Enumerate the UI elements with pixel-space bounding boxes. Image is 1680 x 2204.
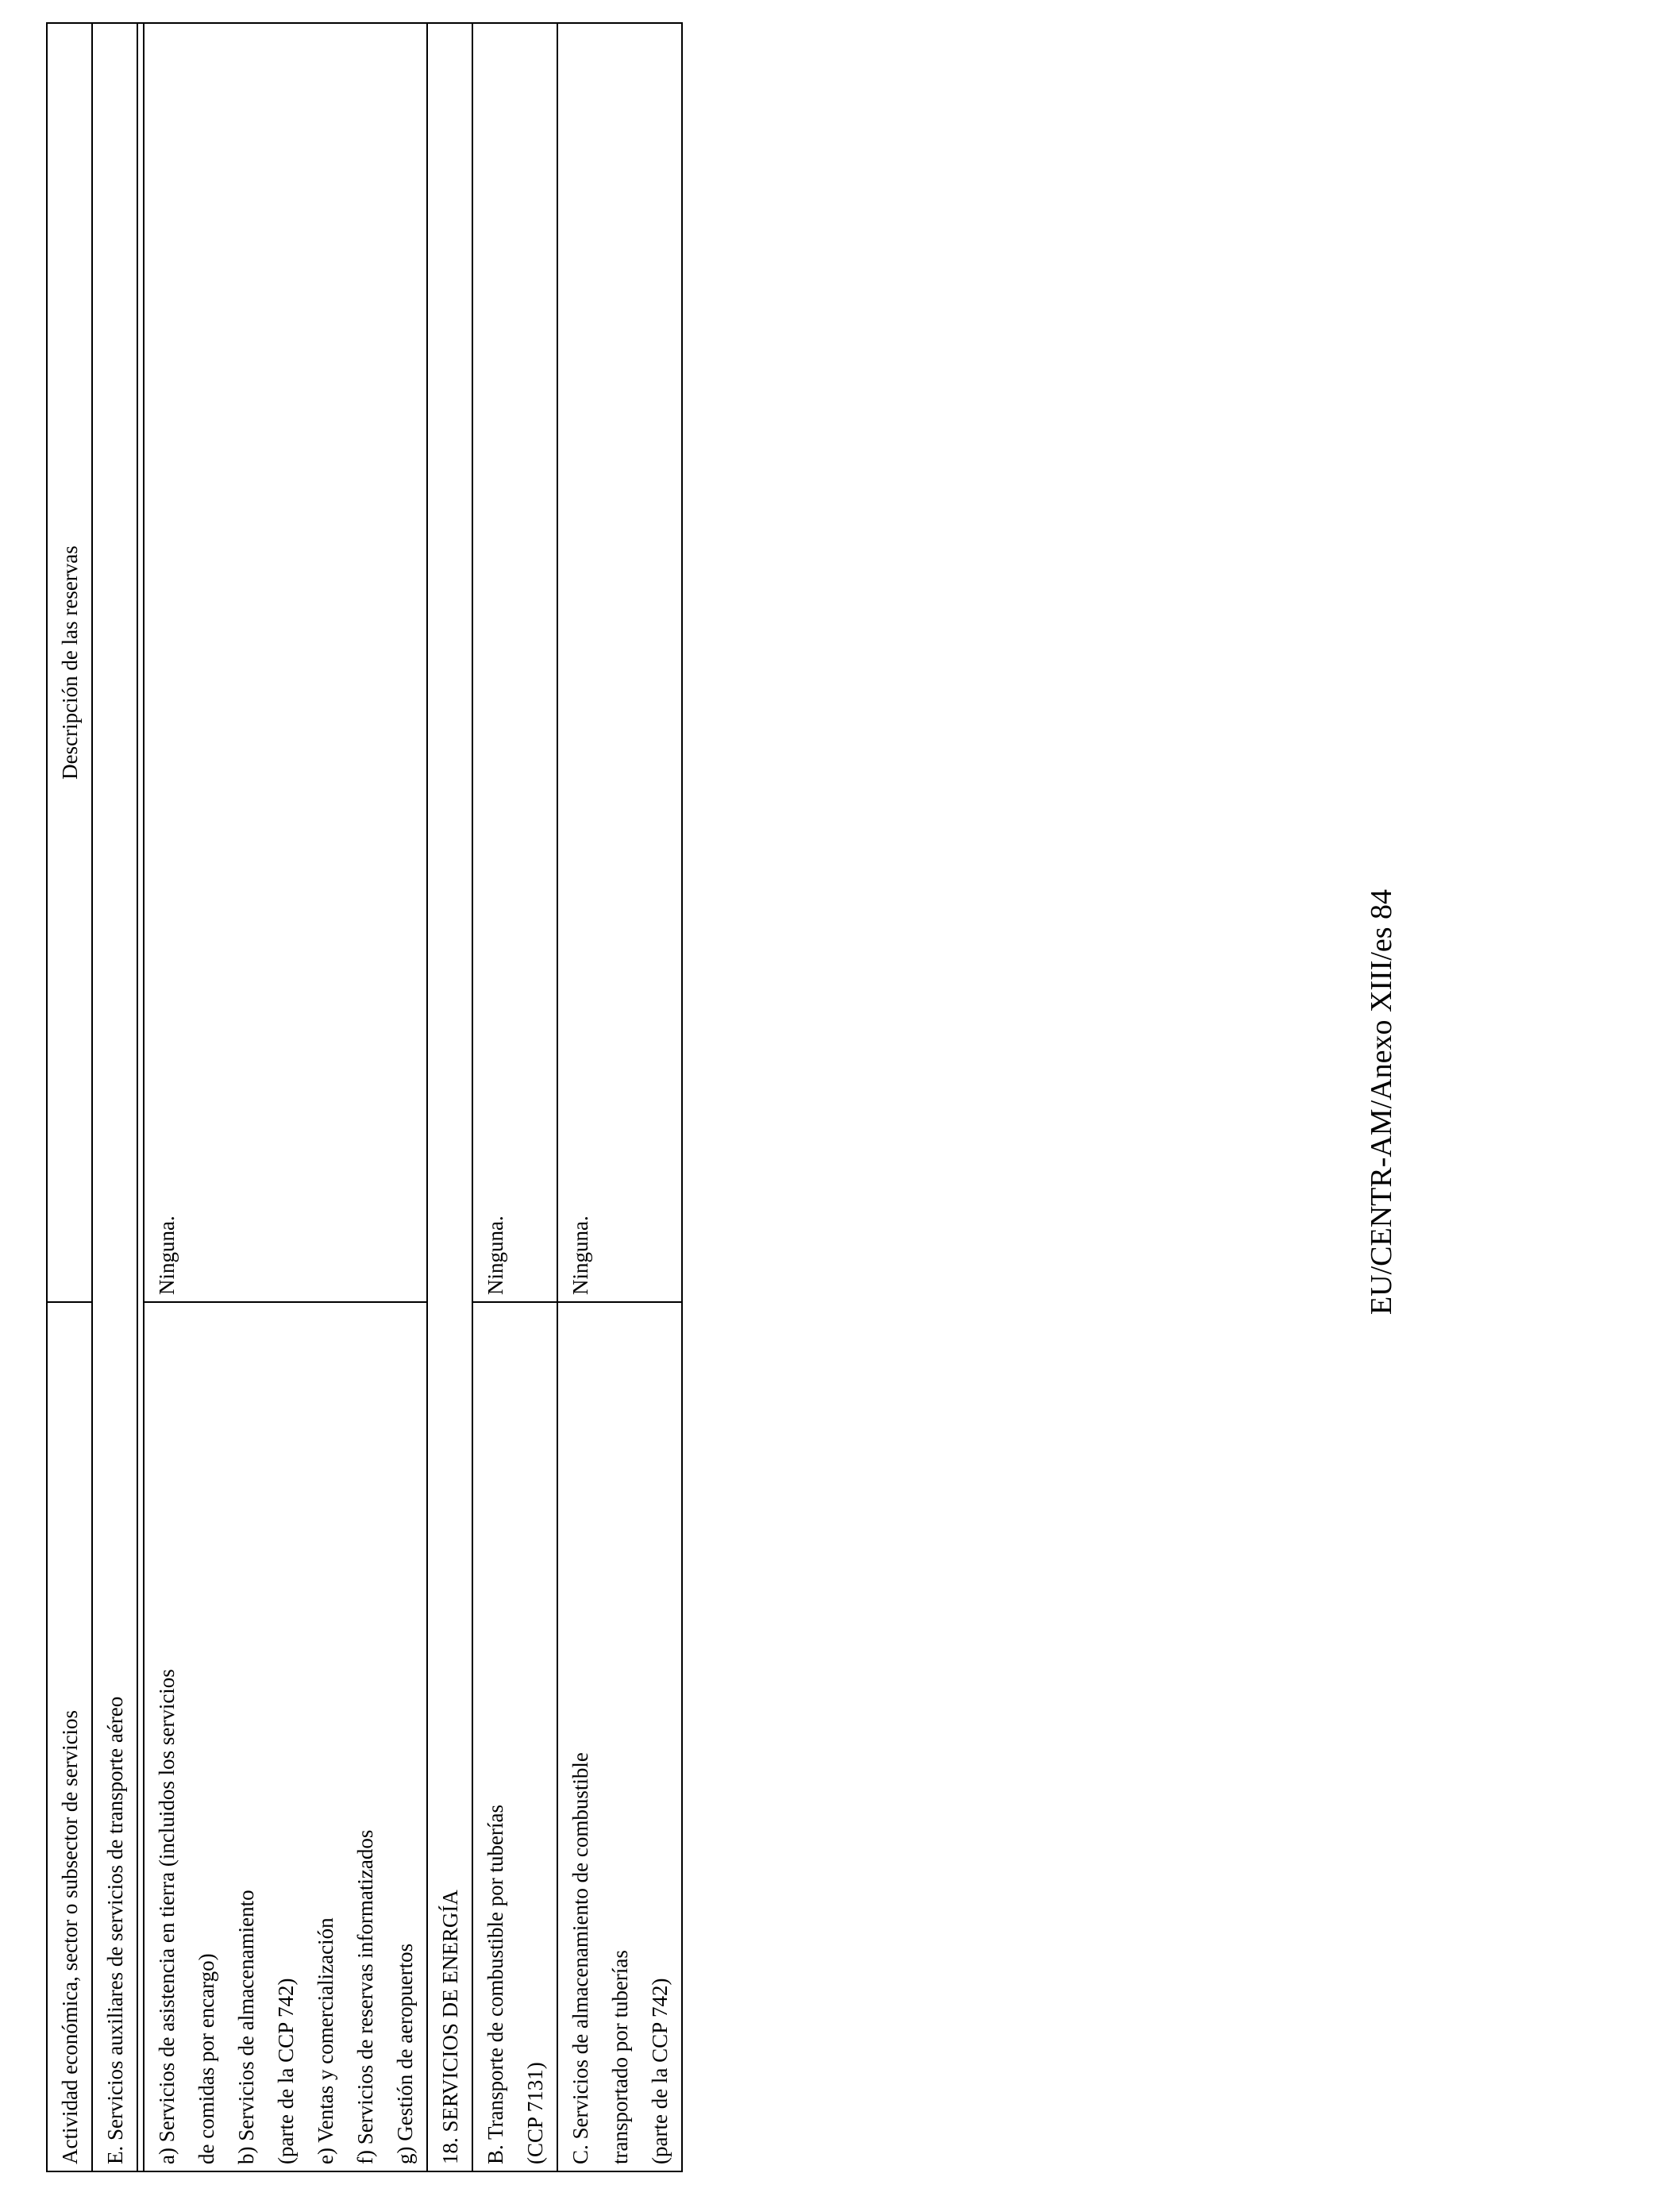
gap-cell	[137, 23, 144, 2171]
activity-line: (parte de la CCP 742)	[274, 1978, 298, 2164]
activity-cell-pipeline-transport	[472, 1302, 557, 2171]
header-activity: Actividad económica, sector o subsector de servicios	[47, 1302, 92, 2171]
activity-line: e) Ventas y comercialización	[314, 1917, 337, 2164]
activity-line: f) Servicios de reservas informatizados	[353, 1829, 377, 2164]
table-row-fuel-storage	[557, 23, 682, 2171]
table-row-pipeline-transport	[472, 23, 557, 2171]
activity-line: a) Servicios de asistencia en tierra (incluidos los servicios	[155, 1669, 179, 2164]
activity-cell-ground-services	[144, 1302, 427, 2171]
section-title-e: E. Servicios auxiliares de servicios de transporte aéreo	[92, 23, 137, 2171]
page-footer-reference: EU/CENTR-AM/Anexo XIII/es 84	[1365, 888, 1398, 1316]
section-row-e	[92, 23, 137, 2171]
activity-line: b) Servicios de almacenamiento	[234, 1890, 258, 2164]
activity-line: de comidas por encargo)	[195, 1953, 218, 2164]
activity-line: B. Transporte de combustible por tuberías	[484, 1805, 507, 2164]
section-title-18: 18. SERVICIOS DE ENERGÍA	[427, 23, 472, 2171]
description-cell-fuel-storage: Ninguna.	[557, 23, 682, 1302]
description-cell-ground-services: Ninguna.	[144, 23, 427, 1302]
activity-line: g) Gestión de aeropuertos	[393, 1943, 417, 2164]
gap-row	[137, 23, 144, 2171]
activity-line: transportado por tuberías	[608, 1950, 632, 2164]
activity-line: (parte de la CCP 742)	[648, 1978, 672, 2164]
table-header-row	[47, 23, 92, 2171]
activity-cell-fuel-storage	[557, 1302, 682, 2171]
reservations-table	[46, 22, 683, 2172]
section-row-18	[427, 23, 472, 2171]
table-row-ground-services	[144, 23, 427, 2171]
activity-line: C. Servicios de almacenamiento de combustible	[568, 1752, 592, 2164]
description-cell-pipeline-transport: Ninguna.	[472, 23, 557, 1302]
activity-line: (CCP 7131)	[523, 2062, 547, 2164]
header-description: Descripción de las reservas	[47, 23, 92, 1302]
